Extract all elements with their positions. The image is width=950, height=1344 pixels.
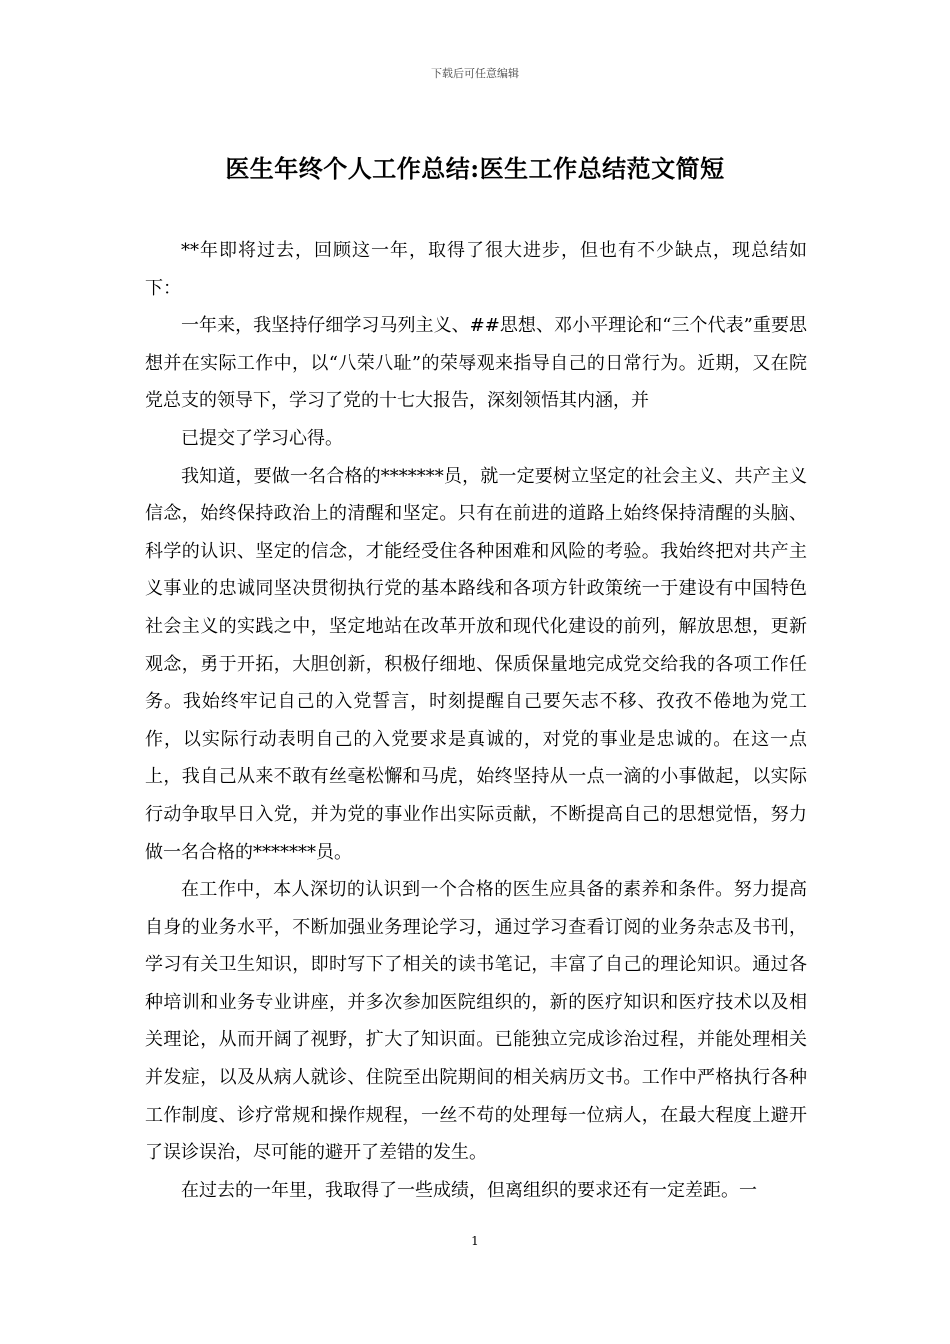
paragraph-work: 在工作中，本人深切的认识到一个合格的医生应具备的素养和条件。努力提高自身的业务水平，不断加强业务理论学习，通过学习查看订阅的业务杂志及书刊，学习有关卫生知识，即时写下了相关的读书笔记，丰富了自己的理论知识。通过各种培训和业务专业讲座，并多次参加医院组织的，新的医疗知识和医疗技术以及相关理论，从而开阔了视野，扩大了知识面。已能独立完成诊治过程，并能处理相关并发症，以及从病人就诊、住院至出院期间的相关病历文书。工作中严格执行各种工作制度、诊疗常规和操作规程，一丝不苟的处理每一位病人，在最大程度上避开了误诊误治，尽可能的避开了差错的发生。 bbox=[145, 879, 807, 1164]
paragraph-shortcomings: 在过去的一年里，我取得了一些成绩，但离组织的要求还有一定差距。一 bbox=[181, 1179, 757, 1201]
document-title: 医生年终个人工作总结:医生工作总结范文简短 bbox=[225, 154, 725, 183]
header-note: 下载后可任意编辑 bbox=[431, 67, 519, 80]
paragraph-belief: 我知道，要做一名合格的*******员，就一定要树立坚定的社会主义、共产主义信念，始终保持政治上的清醒和坚定。只有在前进的道路上始终保持清醒的头脑、科学的认识、坚定的信念，才能经受住各种困难和风险的考验。我始终把对共产主义事业的忠诚同坚决贯彻执行党的基本路线和各项方针政策统一于建设有中国特色社会主义的实践之中，坚定地站在改革开放和现代化建设的前列，解放思想，更新观念，勇于开拓，大胆创新，积极仔细地、保质保量地完成党交给我的各项工作任务。我始终牢记自己的入党誓言，时刻提醒自己要矢志不移、孜孜不倦地为党工作，以实际行动表明自己的入党要求是真诚的，对党的事业是忠诚的。在这一点上，我自己从来不敢有丝毫松懈和马虎，始终坚持从一点一滴的小事做起，以实际行动争取早日入党，并为党的事业作出实际贡献，不断提高自己的思想觉悟，努力做一名合格的*******员。 bbox=[145, 465, 807, 863]
document-body bbox=[145, 232, 807, 1209]
paragraph-study: 一年来，我坚持仔细学习马列主义、##思想、邓小平理论和“三个代表”重要思想并在实际工作中，以“八荣八耻”的荣辱观来指导自己的日常行为。近期，又在院党总支的领导下，学习了党的十七大报告，深刻领悟其内涵，并 bbox=[145, 315, 807, 412]
page-number: 1 bbox=[471, 1234, 479, 1248]
paragraph-intro: **年即将过去，回顾这一年，取得了很大进步，但也有不少缺点，现总结如下： bbox=[145, 240, 807, 299]
paragraph-study-cont: 已提交了学习心得。 bbox=[181, 427, 343, 449]
